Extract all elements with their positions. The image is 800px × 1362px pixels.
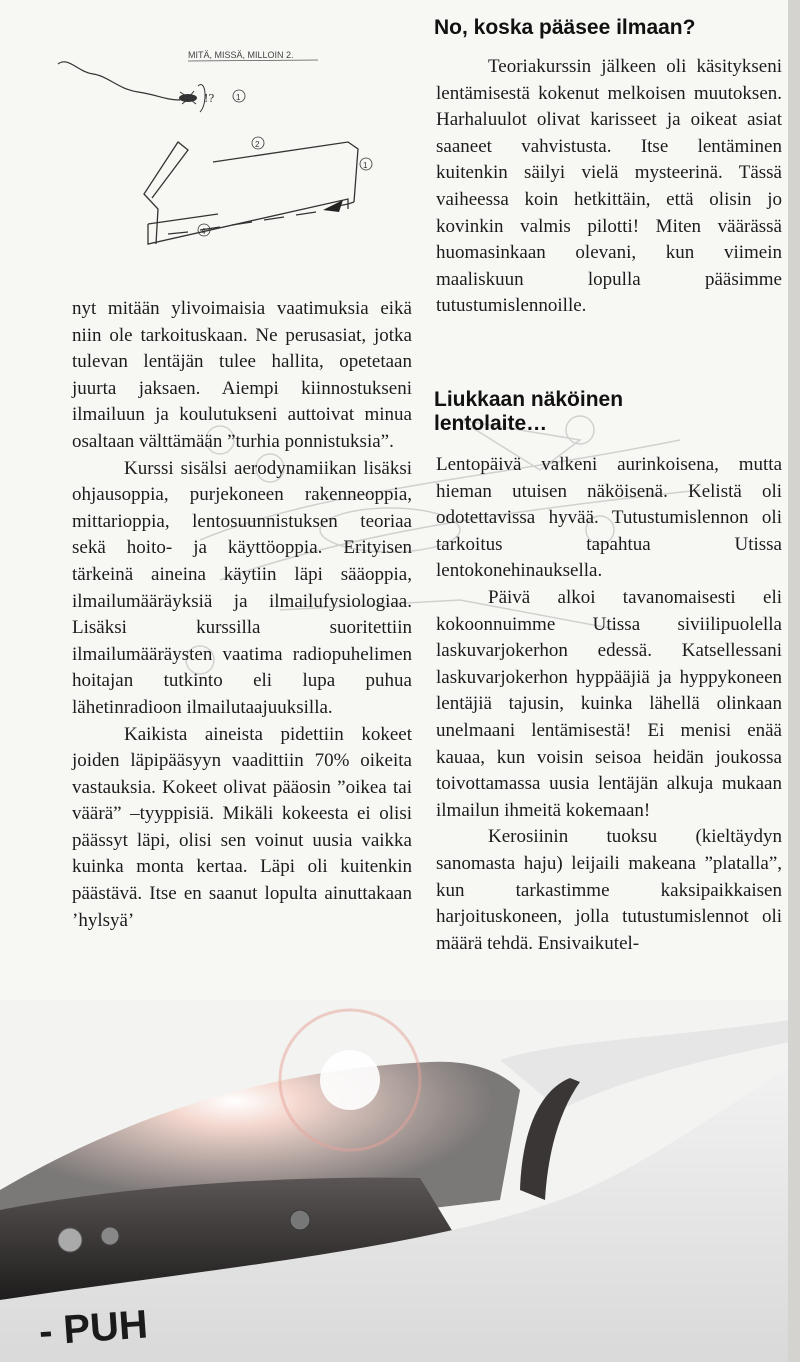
section-1-body	[436, 54, 782, 320]
hand-drawn-traffic-pattern-sketch	[48, 34, 388, 264]
sketch-marker-4: 4	[201, 227, 206, 236]
wavy-path-line	[58, 62, 180, 100]
left-paragraph-2: Kurssi sisälsi aerodynamiikan lisäksi ohjausoppia, purjekoneen rakenneoppia, mittarioppia, lentosuunnistuksen teoriaa sekä hoito- ja käyttöoppia. Erityisen tärkeinä aineina käytiin läpi sääoppia, ilmailumääräyksiä ja ilmailufysiologiaa. Lisäksi kurssilla suoritettiin ilmailumääräysten vaatima radiopuhelimen hoitajan tutkinto eli lupa puhua lähetinradioon ilmailutaajuuksilla.	[72, 457, 412, 718]
glider-canopy-photo	[0, 1000, 800, 1362]
fuselage-registration: - PUH	[37, 1302, 150, 1354]
sketch-marker-1b: 1	[363, 161, 368, 170]
left-paragraph-3: Kaikista aineista pidettiin kokeet joiden läpipääsyyn vaadittiin 70% oikeita vastauksia. Kokeet olivat pääosin ”oikea tai väärä” –tyyppisiä. Mikäli kokeesta ei olisi päässyt läpi, olisi sen voinut uusia vaikka kuinka monta kertaa. Läpi oli kuitenkin päästävä. Itse en saanut lopulta ainuttakaan ’hylsyä’	[72, 723, 412, 931]
sketch-marker-1a: 1	[236, 93, 241, 102]
section-heading-1: No, koska pääsee ilmaan?	[434, 16, 696, 39]
insect-doodle-icon	[179, 84, 205, 112]
section-1-paragraph-1: Teoriakurssin jälkeen oli käsitykseni lentämisestä kokenut melkoisen muutoksen. Harhaluulot olivat karisseet ja oikeat asiat saaneet vahvistusta. Itse lentäminen kuitenkin säilyi vielä mysteerinä. Tässä vaiheessa koin hetkittäin, että olisin jo kovinkin valmis pilotti! Miten väärässä huomasinkaan olevani, kun viimein maaliskuun lopulla pääsimme tutustumislennoille.	[436, 56, 782, 317]
section-heading-2: Liukkaan näköinen lentolaite…	[434, 388, 624, 435]
sketch-exclaim: !?	[204, 92, 215, 105]
section-2-body	[436, 452, 782, 957]
page-edge-shadow	[788, 0, 800, 1362]
left-column	[72, 296, 412, 934]
left-paragraph-1: nyt mitään ylivoimaisia vaatimuksia eikä niin ole tarkoituskaan. Ne perusasiat, jotka tulevan lentäjän tulee hallita, opetetaan juurta jaksaen. Aiempi kiinnostukseni ilmailuun ja koulutukseni auttoivat minua osaltaan välttämään ”turhia ponnistuksia”.	[72, 298, 412, 452]
section-2-paragraph-2: Päivä alkoi tavanomaisesti eli kokoonnuimme Utissa siviilipuolella laskuvarjokerhon edessä. Katsellessani laskuvarjokerhon hyppääjiä ja hyppykoneen lentäjiä tajusin, kuinka lähellä olinkaan unelmaani lentämisestä! Ei menisi enää kauaa, kun voisin seisoa heidän joukossa toivottamassa uusia lentäjän alkuja mukaan ilmailun ihmeitä kokemaan!	[436, 586, 782, 821]
section-2-paragraph-1: Lentopäivä valkeni aurinkoisena, mutta hieman utuisen näköisenä. Kelistä oli odotettavissa hyvää. Tutustumislennon oli tarkoitus tapahtua Utissa lentokonehinauksella.	[436, 454, 782, 582]
sketch-marker-2: 2	[255, 140, 260, 149]
sketch-caption: MITÄ, MISSÄ, MILLOIN 2.	[188, 50, 294, 60]
section-2-paragraph-3: Kerosiinin tuoksu (kieltäydyn sanomasta haju) leijaili makeana ”platalla”, kun tarkastimme kaksipaikkaisen harjoituskoneen, jolla tutustumislennot oli määrä tehdä. Ensivaikutel-	[436, 826, 782, 954]
sun-glare	[320, 1050, 380, 1110]
